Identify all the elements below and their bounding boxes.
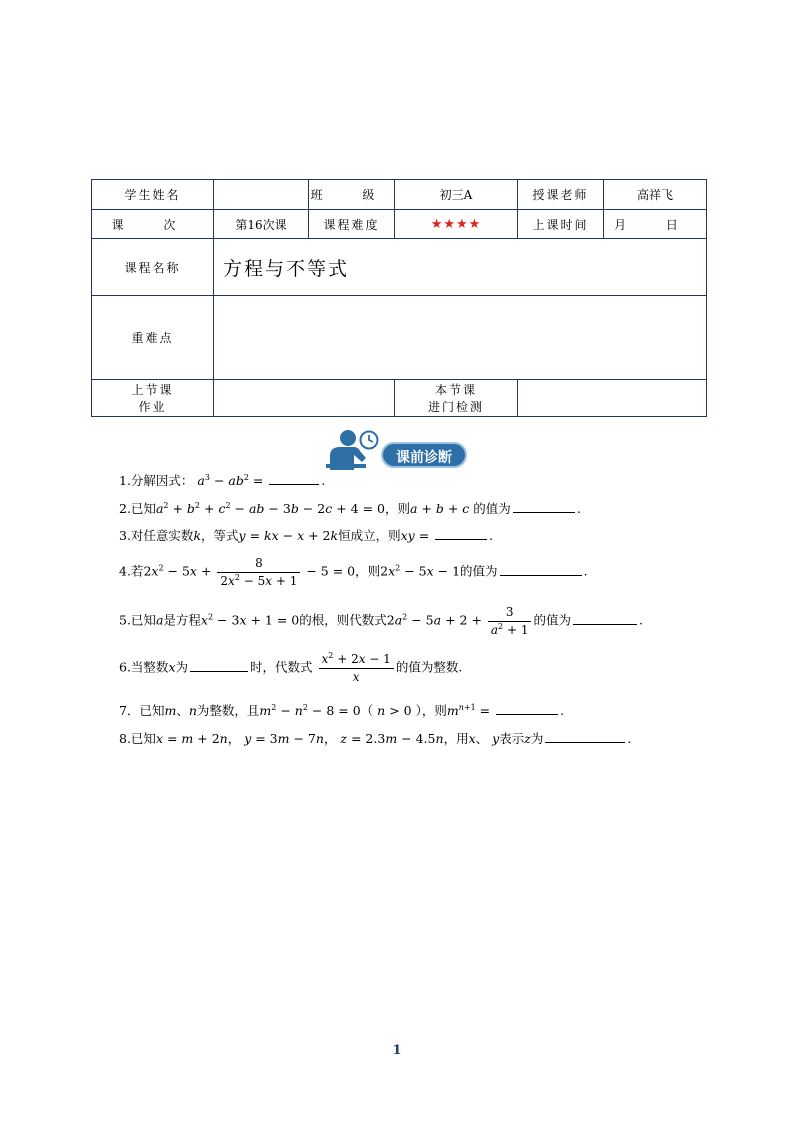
q6-mid1: 为	[175, 659, 189, 675]
question-7: 7．已知m、n为整数，且$m^2 - n^2 - 8 = 0$（ n > 0 ），则$m^{n+1}$ = .	[119, 702, 565, 718]
q8-end: .	[627, 731, 632, 746]
last-homework-label-line1: 上节课	[131, 383, 174, 397]
q5-mid2: 的根，则代数式	[299, 612, 387, 628]
q5-answer-blank[interactable]	[573, 613, 637, 625]
time-label: 上课时间	[518, 210, 604, 239]
q8-mid2: 表示	[499, 731, 525, 746]
last-homework-label-line2: 作业	[138, 400, 167, 414]
q8-answer-blank[interactable]	[545, 731, 625, 743]
teacher-value: 高祥飞	[604, 180, 707, 210]
q1-answer-blank[interactable]	[269, 473, 319, 485]
q1-prefix: 1.分解因式：	[119, 473, 194, 488]
question-2: 2.已知$a^2 + b^2 + c^2$ − ab − 3b − 2c + 4 = 0，则a + b + c 的值为 .	[119, 500, 581, 516]
page-number: 1	[392, 1043, 402, 1058]
q7-answer-blank[interactable]	[496, 703, 558, 715]
q2-suffix: 的值为	[473, 501, 511, 516]
q8-sep: 、	[475, 731, 489, 746]
q3-answer-blank[interactable]	[435, 528, 487, 540]
key-points-value	[214, 296, 707, 380]
q4-answer-blank[interactable]	[500, 564, 582, 576]
q6-prefix: 6.当整数	[119, 659, 169, 675]
question-3: 3.对任意实数k，等式y = kx − x + 2k恒成立，则xy = .	[119, 528, 494, 543]
student-name-label: 学生姓名	[92, 180, 214, 210]
q7-mid1: 为整数，且	[196, 703, 260, 718]
q5-mid1: 是方程	[163, 612, 201, 628]
q4-prefix: 4.若	[119, 563, 144, 579]
class-label: 班 级	[309, 180, 395, 210]
q8-suffix: 为	[530, 731, 544, 746]
q4-fraction: $\frac{8}{2x^2 - 5x + 1}$	[217, 557, 300, 587]
entry-test-label-line2: 进门检测	[427, 400, 484, 414]
last-homework-value	[214, 380, 395, 417]
student-name-value	[214, 180, 309, 210]
question-1: 1.分解因式： $a^3 - ab^2$ = .	[119, 472, 326, 488]
q2-end: .	[576, 501, 581, 516]
q7-end: .	[560, 703, 565, 718]
q5-fraction: $\frac{3}{a^2 + 1}$	[488, 606, 532, 636]
session-value: 第16次课	[214, 210, 309, 239]
section-badge	[322, 426, 467, 470]
last-homework-label	[92, 380, 214, 417]
q4-mid: ，则	[355, 563, 381, 579]
q2-mid: ，则	[384, 501, 410, 516]
q3-end: .	[489, 528, 494, 543]
entry-test-value	[518, 380, 707, 417]
q3-mid1: ，等式	[201, 528, 239, 543]
class-value: 初三A	[395, 180, 518, 210]
q6-mid2: 时，代数式	[250, 659, 313, 675]
q5-prefix: 5.已知	[119, 612, 156, 628]
q1-end: .	[321, 473, 326, 488]
entry-test-label	[395, 380, 518, 417]
course-info-table	[91, 179, 707, 417]
q6-fraction: $\frac{x^2 + 2x - 1}{x}$	[319, 653, 394, 683]
q2-answer-blank[interactable]	[513, 501, 575, 513]
q7-mid2: ，则	[421, 703, 447, 718]
session-label: 课 次	[92, 210, 214, 239]
section-badge-label: 课前诊断	[396, 450, 452, 466]
question-4: 4.若$2x^2 - 5x$ + $\frac{8}{2x^2 - 5x + 1}$ − 5 = 0，则$2x^2 - 5x - 1$的值为 .	[119, 556, 588, 588]
q5-end: .	[638, 612, 643, 628]
question-5: 5.已知a是方程$x^2 - 3x + 1 = 0$的根，则代数式$2a^2 - 5a + 2$ + $\frac{3}{a^2 + 1}$ 的值为 .	[119, 605, 643, 637]
course-name-value: 方程与不等式	[214, 239, 707, 296]
entry-test-label-line1: 本节课	[434, 383, 477, 397]
q7-sep: 、	[176, 703, 189, 718]
q8-prefix: 8.已知	[119, 731, 156, 746]
q6-suffix: 的值为整数.	[395, 659, 463, 675]
q7-prefix: 7．已知	[119, 703, 165, 718]
time-value: 月 日	[604, 210, 707, 239]
q6-answer-blank[interactable]	[190, 660, 248, 672]
q3-prefix: 3.对任意实数	[119, 528, 194, 543]
course-name-label: 课程名称	[92, 239, 214, 296]
difficulty-stars: ★★★★	[395, 210, 518, 239]
q2-prefix: 2.已知	[119, 501, 156, 516]
q4-suffix: 的值为	[460, 563, 498, 579]
question-6: 6.当整数x为 时，代数式 $\frac{x^2 + 2x - 1}{x}$ 的值为整数.	[119, 651, 463, 684]
teacher-label: 授课老师	[518, 180, 604, 210]
difficulty-label: 课程难度	[309, 210, 395, 239]
q4-end: .	[583, 563, 588, 579]
question-8: 8.已知x = m + 2n， y = 3m − 7n， z = 2.3m − 4.5n，用x、 y表示z为 .	[119, 731, 632, 746]
q5-suffix: 的值为	[533, 612, 571, 628]
q3-mid2: 恒成立，则	[338, 528, 401, 543]
q8-mid: ，用	[443, 731, 469, 746]
key-points-label: 重难点	[92, 296, 214, 380]
